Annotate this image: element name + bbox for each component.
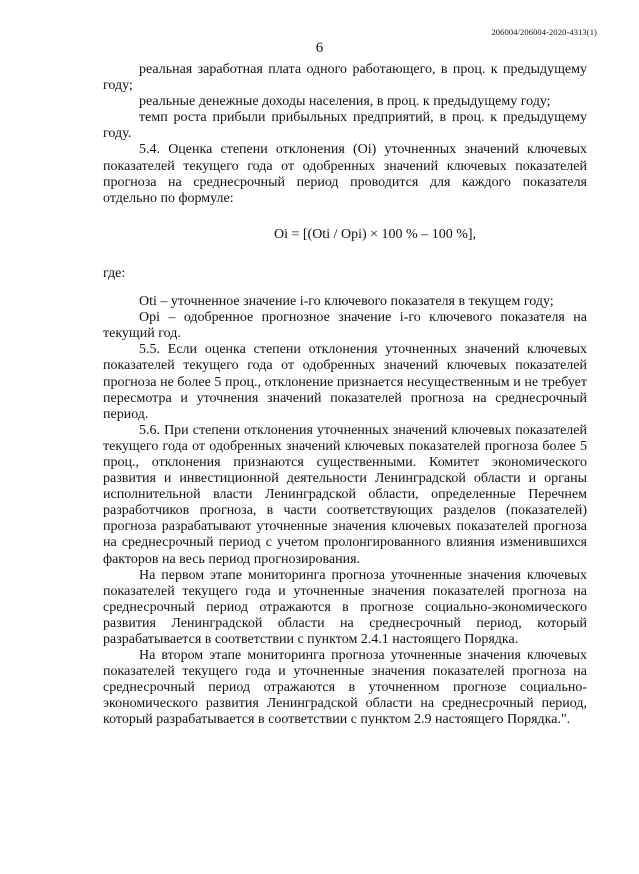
paragraph-first-stage: На первом этапе мониторинга прогноза уточненные значения ключевых показателей текущего года и уточненные значения показателей прогноза на среднесрочный период отражаются в прогнозе социально-экономического развития Ленинградской области на среднесрочный период, который разрабатывается в соответствии с пунктом 2.4.1 настоящего Порядка. [103,567,587,647]
formula-definition-ot: Oti – уточненное значение i-го ключевого показателя в текущем году; [139,294,554,310]
deviation-formula: Oi = [(Oti / Opi) × 100 % – 100 %], [273,226,477,242]
list-item-profit-growth: темп роста прибыли прибыльных предприятий, в проц. к предыдущему году. [103,110,587,142]
document-body [103,62,587,729]
paragraph-5-6: 5.6. При степени отклонения уточненных значений ключевых показателей текущего года от одобренных значений ключевых показателей прогноза более 5 проц., отклонения признаются существенными. Комитет экономического развития и инвестиционной деятельности Ленинградской области и органы исполнительной власти Ленинградской области, определенные Перечнем разработчиков прогноза, в части соответствующих разделов (показателей) прогноза разрабатывают уточненные значения ключевых показателей прогноза на среднесрочный период с учетом пролонгированного влияния изменившихся факторов на весь период прогнозирования. [103,422,587,567]
paragraph-5-4: 5.4. Оценка степени отклонения (Oi) уточненных значений ключевых показателей текущего года от одобренных значений ключевых показателей прогноза на среднесрочный период проводится для каждого показателя отдельно по формуле: [103,142,587,206]
document-id: 206004/206004-2020-4313(1) [491,27,597,37]
formula-where-label: где: [103,265,126,281]
paragraph-second-stage: На втором этапе мониторинга прогноза уточненные значения ключевых показателей текущего года и уточненные значения показателей прогноза на среднесрочный период отражаются в уточненном прогнозе социально-экономического развития Ленинградской области на среднесрочный период, который разрабатывается в соответствии с пунктом 2.9 настоящего Порядка.". [103,648,587,728]
list-item-real-income: реальные денежные доходы населения, в проц. к предыдущему году; [139,94,551,110]
list-item-real-wage: реальная заработная плата одного работающего, в проц. к предыдущему году; [103,62,587,94]
formula-definition-op: Opi – одобренное прогнозное значение i-го ключевого показателя на текущий год. [103,310,587,342]
page-number: 6 [315,40,324,56]
paragraph-5-5: 5.5. Если оценка степени отклонения уточненных значений ключевых показателей текущего года от одобренных значений ключевых показателей прогноза не более 5 проц., отклонение признается несущественным и не требует пересмотра и уточнения значений показателей прогноза на среднесрочный период. [103,342,587,422]
